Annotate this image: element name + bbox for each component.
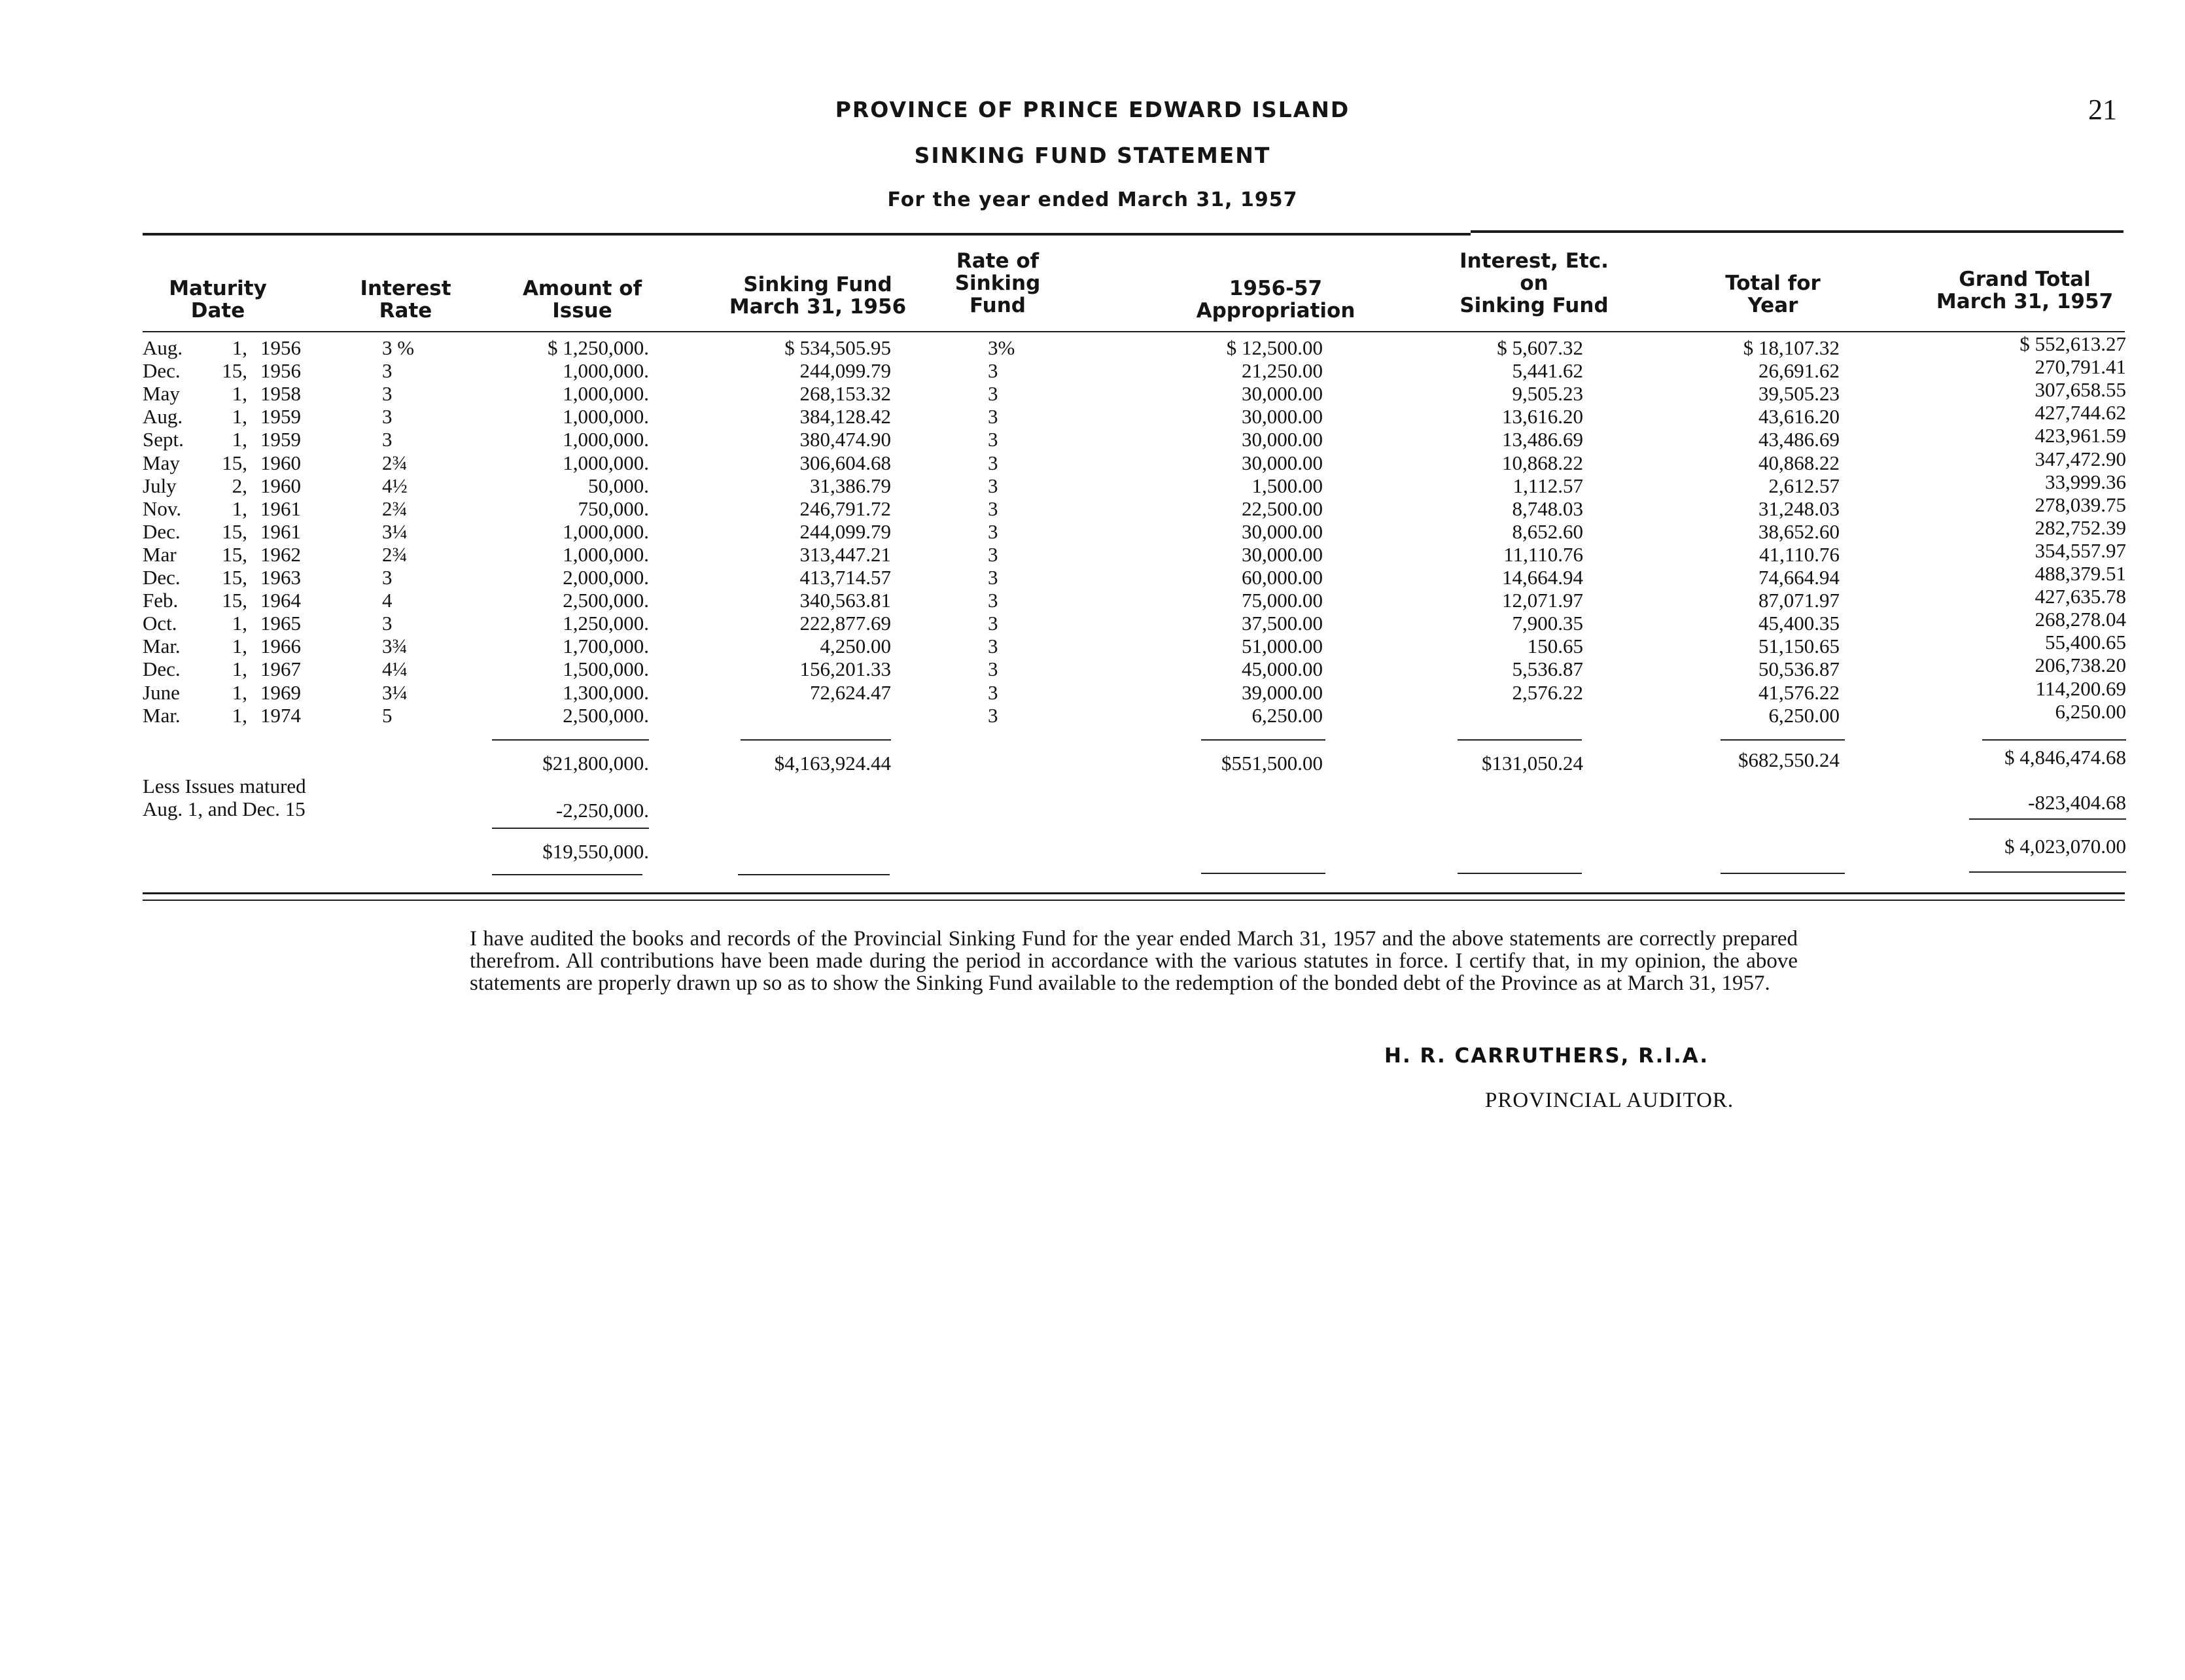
issue-amount: 1,000,000. xyxy=(563,359,649,382)
column-header-line: Sinking xyxy=(954,271,1041,295)
interest-rate: 3 xyxy=(382,359,393,382)
grand-total: 427,744.62 xyxy=(2035,401,2126,424)
interest-rate: 3¼ xyxy=(382,681,408,704)
interest-rate: 3¼ xyxy=(382,520,408,543)
maturity-month: Mar xyxy=(143,543,177,566)
maturity-month: Feb. xyxy=(143,589,179,612)
total-sinking-fund-1956: $4,163,924.44 xyxy=(774,752,891,775)
column-header-line: Sinking Fund xyxy=(1460,294,1609,317)
auditor-title: PROVINCIAL AUDITOR. xyxy=(1485,1089,1734,1112)
grand-total: 278,039.75 xyxy=(2035,493,2126,516)
closing-rule xyxy=(1458,873,1582,874)
appropriation: 75,000.00 xyxy=(1242,589,1323,612)
total-for-year: 87,071.97 xyxy=(1758,589,1840,612)
interest-rate: 3 xyxy=(382,612,393,635)
maturity-day: 15, xyxy=(222,589,247,612)
maturity-year: 1966 xyxy=(260,635,301,657)
total-for-year: 31,248.03 xyxy=(1758,497,1840,520)
maturity-month: Mar. xyxy=(143,635,181,657)
net-grand-total: $ 4,023,070.00 xyxy=(2004,835,2126,858)
sinking-fund-1956: 4,250.00 xyxy=(820,635,891,657)
sinking-fund-rate: 3 xyxy=(988,405,998,428)
maturity-day: 15, xyxy=(222,451,247,474)
maturity-day: 2, xyxy=(232,474,247,497)
issue-amount: 2,500,000. xyxy=(563,589,649,612)
total-for-year: 41,110.76 xyxy=(1759,543,1840,566)
interest-on-fund: 2,576.22 xyxy=(1512,681,1583,704)
total-for-year: 50,536.87 xyxy=(1758,657,1840,680)
closing-rule xyxy=(1969,871,2126,873)
maturity-month: Nov. xyxy=(143,497,182,520)
appropriation: 30,000.00 xyxy=(1242,520,1323,543)
interest-on-fund: 1,112.57 xyxy=(1512,474,1583,497)
sinking-fund-1956: 306,604.68 xyxy=(799,451,891,474)
interest-on-fund: 8,652.60 xyxy=(1512,520,1583,543)
closing-rule xyxy=(1721,873,1845,874)
appropriation: $ 12,500.00 xyxy=(1226,336,1323,359)
maturity-month: June xyxy=(143,681,180,704)
maturity-month: Dec. xyxy=(143,566,181,589)
appropriation: 30,000.00 xyxy=(1242,405,1323,428)
interest-rate: 3 xyxy=(382,382,393,405)
interest-rate: 3¾ xyxy=(382,635,408,657)
total-for-year: 41,576.22 xyxy=(1758,681,1840,704)
issue-amount: 1,000,000. xyxy=(563,520,649,543)
bottom-rule-1 xyxy=(143,892,2125,894)
maturity-year: 1961 xyxy=(260,520,301,543)
sinking-fund-1956: 413,714.57 xyxy=(799,566,891,589)
issue-amount: 2,000,000. xyxy=(563,566,649,589)
net-issue-amount: $19,550,000. xyxy=(542,840,649,863)
column-header xyxy=(1917,268,2133,313)
closing-rule xyxy=(492,874,642,875)
less-issue-amount: -2,250,000. xyxy=(555,799,649,822)
total-for-year: $ 18,107.32 xyxy=(1743,336,1840,359)
less-grand-total: -823,404.68 xyxy=(2028,791,2126,814)
column-header xyxy=(504,277,661,322)
net-rule xyxy=(1969,818,2126,820)
sinking-fund-rate: 3 xyxy=(988,635,998,657)
column-header-line: Issue xyxy=(552,299,612,323)
sinking-fund-1956: 384,128.42 xyxy=(799,405,891,428)
interest-rate: 2¾ xyxy=(382,497,408,520)
maturity-day: 15, xyxy=(222,566,247,589)
interest-rate: 4 xyxy=(382,589,393,612)
grand-total: 270,791.41 xyxy=(2035,355,2126,378)
column-header xyxy=(143,277,293,322)
issue-amount: 1,500,000. xyxy=(563,657,649,680)
maturity-month: Dec. xyxy=(143,657,181,680)
grand-total: 307,658.55 xyxy=(2035,378,2126,401)
maturity-day: 1, xyxy=(232,428,247,451)
auditor-name: H. R. CARRUTHERS, R.I.A. xyxy=(1384,1044,1709,1068)
sinking-fund-rate: 3 xyxy=(988,451,998,474)
grand-total: 114,200.69 xyxy=(2035,677,2126,700)
appropriation: 1,500.00 xyxy=(1251,474,1323,497)
maturity-month: Aug. xyxy=(143,405,183,428)
sinking-fund-1956: 244,099.79 xyxy=(799,359,891,382)
sinking-fund-rate: 3 xyxy=(988,589,998,612)
interest-on-fund: 9,505.23 xyxy=(1512,382,1583,405)
total-for-year: 6,250.00 xyxy=(1768,704,1840,727)
appropriation: 21,250.00 xyxy=(1242,359,1323,382)
sinking-fund-rate: 3 xyxy=(988,474,998,497)
maturity-day: 1, xyxy=(232,405,247,428)
issue-amount: 1,000,000. xyxy=(563,451,649,474)
maturity-month: Oct. xyxy=(143,612,177,635)
interest-rate: 2¾ xyxy=(382,543,408,566)
maturity-month: Aug. xyxy=(143,336,183,359)
sinking-fund-rate: 3 xyxy=(988,382,998,405)
column-header xyxy=(720,273,916,318)
maturity-day: 1, xyxy=(232,657,247,680)
document-subheading: SINKING FUND STATEMENT xyxy=(914,143,1271,168)
subtotal-rule xyxy=(1721,739,1845,741)
grand-total: 206,738.20 xyxy=(2035,654,2126,676)
issue-amount: 750,000. xyxy=(578,497,649,520)
total-for-year: 26,691.62 xyxy=(1758,359,1840,382)
column-header xyxy=(1164,277,1387,322)
sinking-fund-rate: 3 xyxy=(988,497,998,520)
total-for-year: 38,652.60 xyxy=(1758,520,1840,543)
maturity-year: 1960 xyxy=(260,474,301,497)
interest-rate: 2¾ xyxy=(382,451,408,474)
grand-total: 347,472.90 xyxy=(2035,447,2126,470)
total-for-year: 45,400.35 xyxy=(1758,612,1840,635)
issue-amount: 1,250,000. xyxy=(563,612,649,635)
maturity-year: 1962 xyxy=(260,543,301,566)
subtotal-rule xyxy=(492,739,649,741)
grand-total: 33,999.36 xyxy=(2045,470,2126,493)
appropriation: 39,000.00 xyxy=(1242,681,1323,704)
total-appropriation: $551,500.00 xyxy=(1221,752,1323,775)
column-header-line: Date xyxy=(190,299,245,323)
interest-on-fund: 12,071.97 xyxy=(1502,589,1583,612)
sinking-fund-1956: 340,563.81 xyxy=(799,589,891,612)
sinking-fund-1956: 246,791.72 xyxy=(799,497,891,520)
column-header-line: Rate xyxy=(379,299,432,323)
interest-on-fund: 10,868.22 xyxy=(1502,451,1583,474)
sinking-fund-1956: 268,153.32 xyxy=(799,382,891,405)
column-header-line: Sinking Fund xyxy=(743,273,892,296)
sinking-fund-1956: $ 534,505.95 xyxy=(784,336,891,359)
maturity-day: 1, xyxy=(232,635,247,657)
maturity-day: 15, xyxy=(222,520,247,543)
sinking-fund-1956: 313,447.21 xyxy=(799,543,891,566)
maturity-day: 1, xyxy=(232,704,247,727)
grand-total: 488,379.51 xyxy=(2035,562,2126,585)
sinking-fund-rate: 3 xyxy=(988,520,998,543)
bottom-rule-2 xyxy=(143,900,2125,901)
column-header-line: Grand Total xyxy=(1959,268,2091,291)
page-number: 21 xyxy=(2088,94,2117,126)
issue-amount: $ 1,250,000. xyxy=(548,336,649,359)
maturity-year: 1958 xyxy=(260,382,301,405)
column-header xyxy=(340,277,471,322)
grand-total: 423,961.59 xyxy=(2035,424,2126,447)
appropriation: 30,000.00 xyxy=(1242,428,1323,451)
interest-on-fund: 5,536.87 xyxy=(1512,657,1583,680)
issue-amount: 1,300,000. xyxy=(563,681,649,704)
maturity-year: 1959 xyxy=(260,405,301,428)
maturity-year: 1965 xyxy=(260,612,301,635)
maturity-year: 1956 xyxy=(260,336,301,359)
column-header-line: Amount of xyxy=(522,277,642,300)
grand-total: $ 552,613.27 xyxy=(2019,332,2126,355)
grand-total: 268,278.04 xyxy=(2035,608,2126,631)
maturity-day: 1, xyxy=(232,612,247,635)
column-header-line: March 31, 1956 xyxy=(729,295,907,319)
total-for-year: 74,664.94 xyxy=(1758,566,1840,589)
issue-amount: 50,000. xyxy=(588,474,649,497)
maturity-month: Dec. xyxy=(143,520,181,543)
maturity-year: 1967 xyxy=(260,657,301,680)
subtotal-rule xyxy=(1201,739,1325,741)
appropriation: 45,000.00 xyxy=(1242,657,1323,680)
sinking-fund-1956: 31,386.79 xyxy=(810,474,891,497)
sinking-fund-rate: 3 xyxy=(988,566,998,589)
total-for-year: 51,150.65 xyxy=(1758,635,1840,657)
interest-on-fund: 150.65 xyxy=(1527,635,1583,657)
total-for-year: 39,505.23 xyxy=(1758,382,1840,405)
sinking-fund-1956: 222,877.69 xyxy=(799,612,891,635)
grand-total: 6,250.00 xyxy=(2055,700,2126,723)
total-for-year: 40,868.22 xyxy=(1758,451,1840,474)
sinking-fund-rate: 3 xyxy=(988,359,998,382)
interest-on-fund: $ 5,607.32 xyxy=(1497,336,1583,359)
interest-rate: 4½ xyxy=(382,474,408,497)
column-header xyxy=(1675,272,1871,317)
column-header-line: Rate of xyxy=(956,249,1040,273)
appropriation: 22,500.00 xyxy=(1242,497,1323,520)
total-for-year: 2,612.57 xyxy=(1768,474,1840,497)
issue-amount: 1,000,000. xyxy=(563,405,649,428)
maturity-day: 1, xyxy=(232,681,247,704)
closing-rule xyxy=(738,874,890,875)
sinking-fund-rate: 3% xyxy=(988,336,1015,359)
interest-on-fund: 11,110.76 xyxy=(1503,543,1583,566)
appropriation: 37,500.00 xyxy=(1242,612,1323,635)
appropriation: 30,000.00 xyxy=(1242,382,1323,405)
interest-rate: 5 xyxy=(382,704,393,727)
column-header-line: Interest xyxy=(360,277,451,300)
total-for-year-sum: $682,550.24 xyxy=(1738,748,1840,771)
interest-rate: 3 xyxy=(382,405,393,428)
column-header-line: 1956-57 xyxy=(1229,277,1323,300)
issue-amount: 1,000,000. xyxy=(563,382,649,405)
maturity-year: 1969 xyxy=(260,681,301,704)
maturity-day: 1, xyxy=(232,336,247,359)
column-header-line: March 31, 1957 xyxy=(1936,290,2114,313)
issue-amount: 1,700,000. xyxy=(563,635,649,657)
maturity-day: 15, xyxy=(222,359,247,382)
column-header-line: Maturity xyxy=(169,277,267,300)
issue-amount: 2,500,000. xyxy=(563,704,649,727)
maturity-month: Mar. xyxy=(143,704,181,727)
sinking-fund-1956: 244,099.79 xyxy=(799,520,891,543)
interest-rate: 3 xyxy=(382,428,393,451)
sinking-fund-rate: 3 xyxy=(988,657,998,680)
maturity-month: May xyxy=(143,451,180,474)
maturity-day: 15, xyxy=(222,543,247,566)
interest-on-fund: 7,900.35 xyxy=(1512,612,1583,635)
grand-total-sum: $ 4,846,474.68 xyxy=(2004,746,2126,769)
closing-rule xyxy=(1201,873,1325,874)
maturity-year: 1959 xyxy=(260,428,301,451)
column-header xyxy=(935,250,1060,317)
appropriation: 60,000.00 xyxy=(1242,566,1323,589)
net-rule xyxy=(492,828,649,829)
less-issues-label: Less Issues matured xyxy=(143,775,306,797)
issue-amount: 1,000,000. xyxy=(563,428,649,451)
interest-rate: 4¼ xyxy=(382,657,408,680)
interest-on-fund: 13,616.20 xyxy=(1502,405,1583,428)
appropriation: 30,000.00 xyxy=(1242,543,1323,566)
sinking-fund-1956: 156,201.33 xyxy=(799,657,891,680)
interest-on-fund: 8,748.03 xyxy=(1512,497,1583,520)
less-issues-dates: Aug. 1, and Dec. 15 xyxy=(143,797,306,820)
total-issue-amount: $21,800,000. xyxy=(542,752,649,775)
interest-rate: 3 xyxy=(382,566,393,589)
maturity-month: Dec. xyxy=(143,359,181,382)
sinking-fund-1956: 380,474.90 xyxy=(799,428,891,451)
header-rule xyxy=(143,331,2125,332)
column-header-line: Fund xyxy=(970,294,1026,317)
top-rule xyxy=(143,233,1471,236)
grand-total: 282,752.39 xyxy=(2035,516,2126,539)
sinking-fund-1956: 72,624.47 xyxy=(810,681,891,704)
issue-amount: 1,000,000. xyxy=(563,543,649,566)
maturity-year: 1974 xyxy=(260,704,301,727)
maturity-year: 1963 xyxy=(260,566,301,589)
appropriation: 30,000.00 xyxy=(1242,451,1323,474)
sinking-fund-rate: 3 xyxy=(988,428,998,451)
grand-total: 55,400.65 xyxy=(2045,631,2126,654)
grand-total: 427,635.78 xyxy=(2035,585,2126,608)
sinking-fund-rate: 3 xyxy=(988,704,998,727)
subtotal-rule xyxy=(1982,739,2126,741)
column-header-line: Interest, Etc. xyxy=(1460,249,1609,273)
document-period: For the year ended March 31, 1957 xyxy=(887,188,1298,211)
document-heading: PROVINCE OF PRINCE EDWARD ISLAND xyxy=(835,97,1350,122)
sinking-fund-rate: 3 xyxy=(988,612,998,635)
maturity-year: 1961 xyxy=(260,497,301,520)
maturity-month: July xyxy=(143,474,177,497)
subtotal-rule xyxy=(741,739,891,741)
total-for-year: 43,486.69 xyxy=(1758,428,1840,451)
sinking-fund-rate: 3 xyxy=(988,681,998,704)
total-interest: $131,050.24 xyxy=(1482,752,1583,775)
subtotal-rule xyxy=(1458,739,1582,741)
column-header-line: Total for xyxy=(1725,271,1821,295)
maturity-year: 1960 xyxy=(260,451,301,474)
interest-on-fund: 5,441.62 xyxy=(1512,359,1583,382)
sinking-fund-rate: 3 xyxy=(988,543,998,566)
maturity-day: 1, xyxy=(232,382,247,405)
appropriation: 51,000.00 xyxy=(1242,635,1323,657)
column-header-line: on xyxy=(1520,271,1548,295)
total-for-year: 43,616.20 xyxy=(1758,405,1840,428)
maturity-month: Sept. xyxy=(143,428,184,451)
maturity-month: May xyxy=(143,382,180,405)
maturity-day: 1, xyxy=(232,497,247,520)
interest-on-fund: 14,664.94 xyxy=(1502,566,1583,589)
interest-on-fund: 13,486.69 xyxy=(1502,428,1583,451)
audit-statement: I have audited the books and records of the Provincial Sinking Fund for the year ended March 31, 1957 and the above statements are correctly prepared therefrom. All contributions have been made during the period in accordance with the various statutes in force. I certify that, in my opinion, the above statements are properly drawn up so as to show the Sinking Fund available to the redemption of the bonded debt of the Province as at March 31, 1957. xyxy=(470,927,1798,995)
grand-total: 354,557.97 xyxy=(2035,539,2126,562)
top-rule-right xyxy=(1471,230,2124,233)
column-header-line: Year xyxy=(1747,294,1798,317)
column-header-line: Appropriation xyxy=(1196,299,1355,323)
maturity-year: 1964 xyxy=(260,589,301,612)
interest-rate: 3 % xyxy=(382,336,415,359)
column-header xyxy=(1426,250,1642,317)
appropriation: 6,250.00 xyxy=(1251,704,1323,727)
maturity-year: 1956 xyxy=(260,359,301,382)
